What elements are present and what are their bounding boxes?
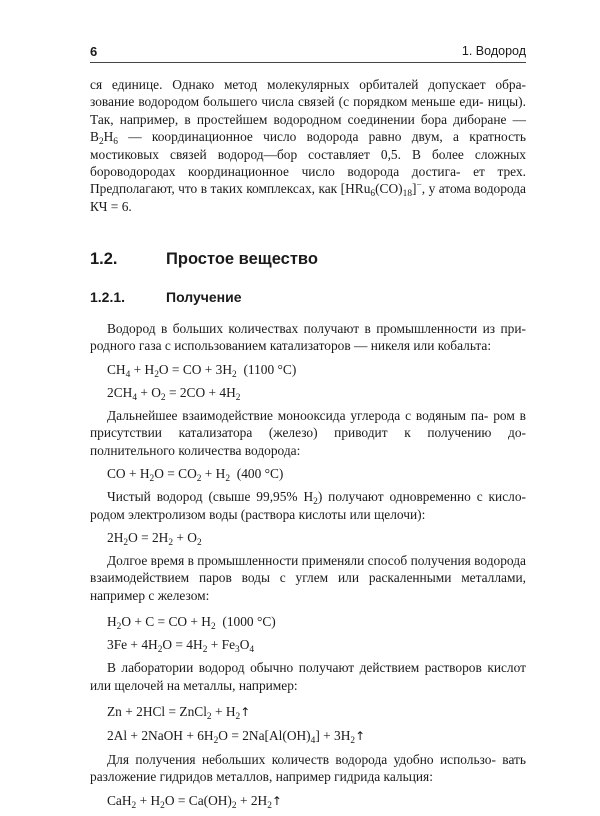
paragraph-laboratory: В лаборатории водород обычно получают действием растворов кислот или щелочей на металлы, например: bbox=[90, 660, 526, 693]
equation-3: CO + $H_2O = CO_2 + H_2$ (400 °C) bbox=[107, 466, 284, 485]
section-title: Простое вещество bbox=[166, 250, 318, 269]
equation-9: $CaH_2 + H_2O = Ca(OH)_2$ + $2H_2↑$ bbox=[107, 792, 282, 811]
running-head: 1. Водород bbox=[461, 44, 526, 58]
equation-1: $CH_4 + H_2O$ = CO + $3H_2$ (1100 °C) bbox=[107, 361, 297, 380]
formula-diborane: $B_2H_6$ bbox=[90, 129, 118, 148]
paragraph-industrial: Водород в больших количествах получают в промышленности из при- родного газа с использованием катализаторов — никеля или кобальта: bbox=[90, 321, 526, 354]
page-number: 6 bbox=[90, 44, 98, 59]
page-body bbox=[90, 76, 526, 816]
equation-6: $3Fe + 4H_2O = 4H_2 + Fe_3O_4$ bbox=[107, 637, 255, 656]
paragraph-shift: Дальнейшее взаимодействие монооксида углерода с водяным па- ром в присутствии катализатора (железо) приводит к получению до- полнительного количества водорода: bbox=[90, 407, 526, 458]
intro-paragraph: ся единице. Однако метод молекулярных орбиталей допускает обра- зование водородом большего числа связей (с порядком меньше еди- ницы). Так, например, в простейшем водородном соединении бора диборане — $B_2H_6$ — координационное число водорода равно двум, а кратность мостиковых связей водород—бор составляет 0,5. В более сложных бороводородах координационное число водорода достига- ет трех. Предполагают, что в таких комплексах, как $[HRu_6(CO)_{18}]^-$, у атома водорода КЧ = 6. bbox=[90, 77, 526, 214]
section-heading bbox=[90, 251, 526, 268]
subsection-number: 1.2.1. bbox=[90, 288, 126, 305]
section-number: 1.2. bbox=[90, 250, 118, 269]
formula-complex: $[HRu_6(CO)_{18}]^-$ bbox=[340, 181, 422, 200]
equation-4: $2H_2O = 2H_2 + O_2$ bbox=[107, 529, 202, 548]
paragraph-electrolysis: Чистый водород (свыше 99,95% $H_2$) получают одновременно с кисло- родом электролизом воды (раствора кислоты или щелочи): bbox=[90, 489, 526, 522]
paragraph-hydrides: Для получения небольших количеств водорода удобно использо- вать разложение гидридов металлов, например гидрида кальция: bbox=[90, 751, 526, 785]
equation-2: $2CH_4 + O_2 = 2CO + 4H_2$ bbox=[107, 384, 241, 403]
equation-7: Zn + 2HCl = ZnCl$_2$ + $H_2↑$ bbox=[107, 703, 251, 722]
paragraph-steam-iron: Долгое время в промышленности применяли способ получения водорода взаимодействием паров воды с углем или раскаленными металлами, например с железом: bbox=[90, 552, 526, 603]
page-header bbox=[90, 44, 526, 63]
equation-5: $H_2O + C$ = CO + $H_2$ (1000 °C) bbox=[107, 614, 276, 633]
subsection-heading bbox=[90, 289, 526, 306]
equation-8: 2Al + 2NaOH + $6H_2O = 2Na[Al(OH)_4]$ + $3H_2↑$ bbox=[107, 727, 366, 746]
subsection-title: Получение bbox=[166, 288, 242, 305]
